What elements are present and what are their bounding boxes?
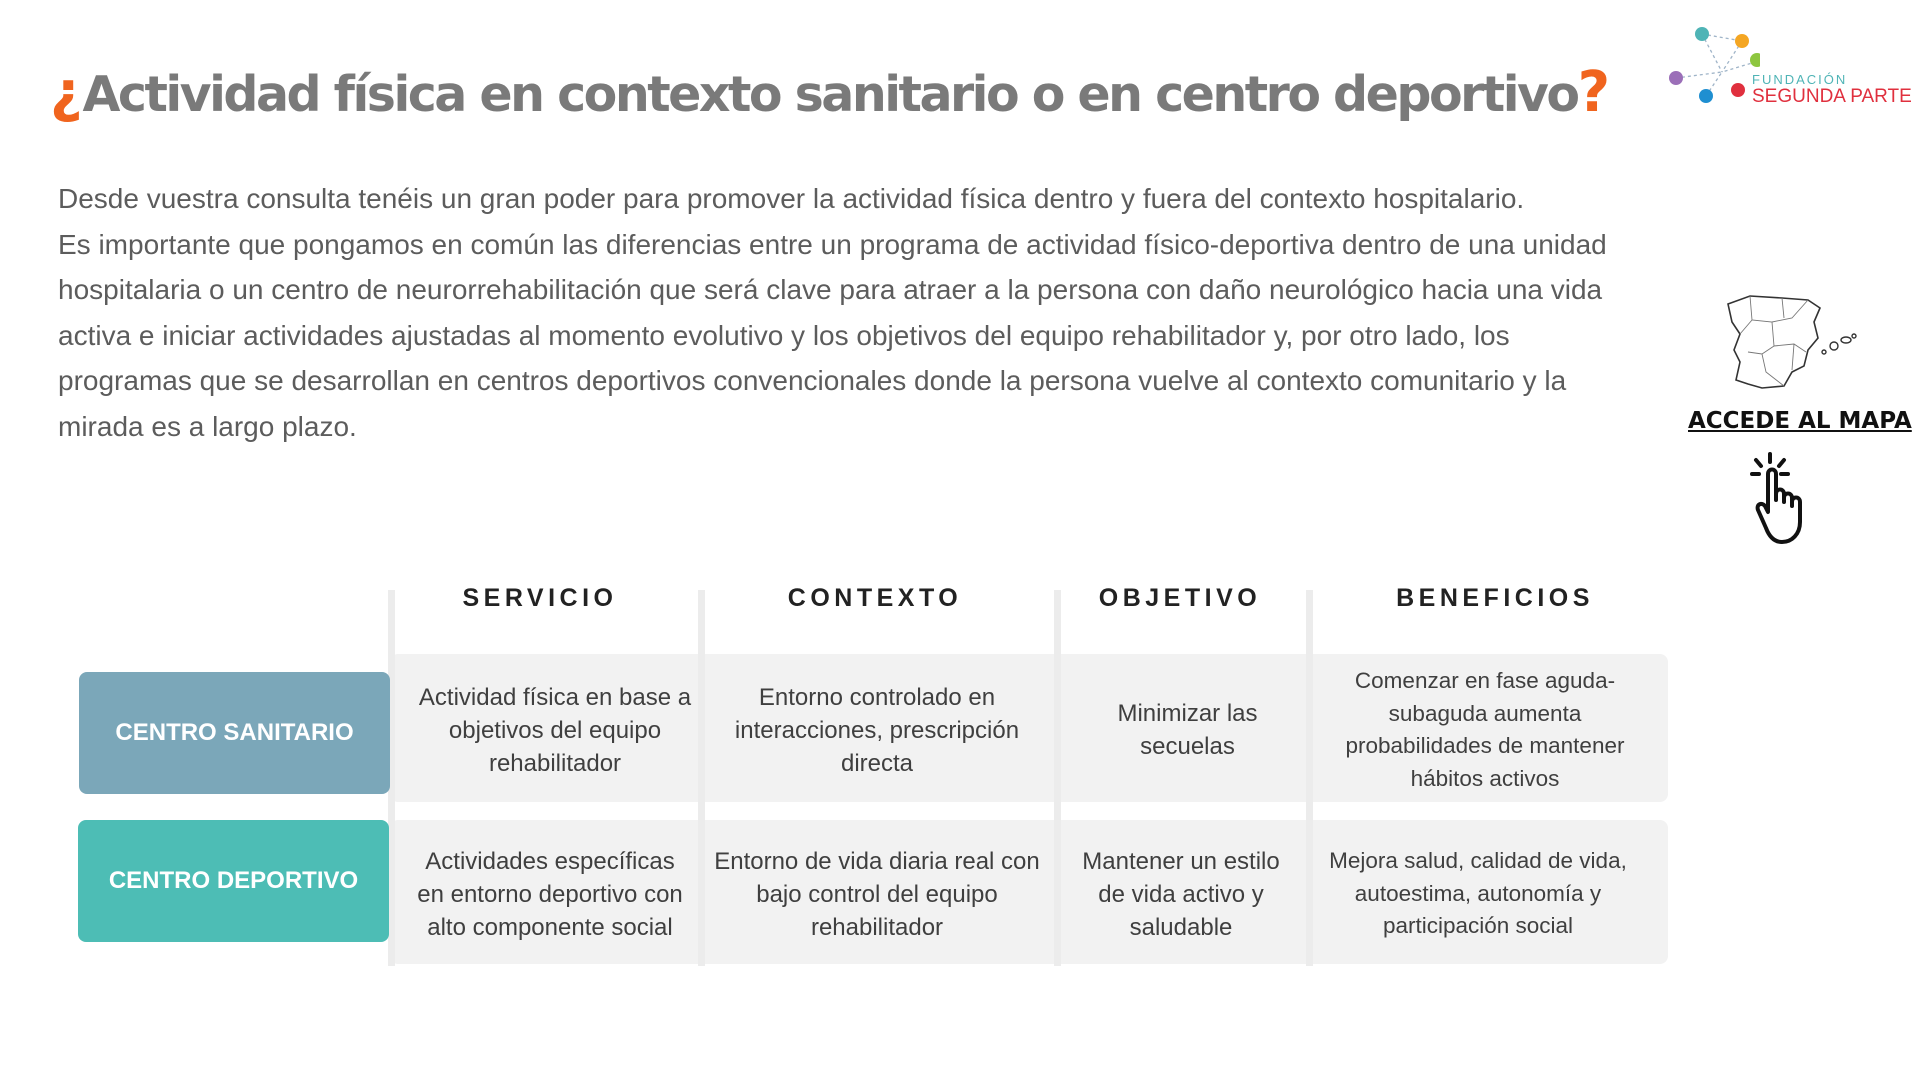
cell-sanitario-beneficios: Comenzar en fase aguda-subaguda aumenta probabilidades de mantener hábitos activos (1345, 668, 1625, 791)
spain-map-icon (1722, 292, 1862, 392)
header-contexto: CONTEXTO (787, 584, 963, 612)
fundacion-segunda-parte-logo (1660, 20, 1910, 120)
title-open-question-mark: ¿ (50, 60, 83, 125)
intro-paragraph-1: Desde vuestra consulta tenéis un gran poder para promover la actividad física dentro y fuera del contexto hospitalario. (58, 183, 1525, 214)
header-objetivo: OBJETIVO (1098, 584, 1262, 612)
logo-text-segunda-parte: SEGUNDA PARTE (1752, 86, 1912, 107)
cell-sanitario-objetivo: Minimizar las secuelas (1117, 700, 1258, 760)
page-title (50, 60, 1610, 125)
column-divider (1054, 590, 1061, 966)
cell-deportivo-servicio: Actividades específicas en entorno deportivo con alto componente social (417, 847, 683, 941)
cell-sanitario-contexto: Entorno controlado en interacciones, prescripción directa (734, 683, 1020, 777)
cell-sanitario-servicio: Actividad física en base a objetivos del equipo rehabilitador (418, 683, 692, 777)
intro-text (58, 176, 1618, 449)
cell-deportivo-contexto: Entorno de vida diaria real con bajo control del equipo rehabilitador (714, 847, 1040, 941)
column-divider (1306, 590, 1313, 966)
logo-text-fundacion: FUNDACIÓN (1752, 72, 1848, 87)
title-close-question-mark: ? (1577, 60, 1611, 125)
header-servicio: SERVICIO (462, 584, 618, 612)
row-label-centro-sanitario: CENTRO SANITARIO (79, 672, 390, 794)
hand-pointer-icon[interactable] (1748, 450, 1814, 546)
title-text: Actividad física en contexto sanitario o en centro deportivo (82, 66, 1578, 123)
row-label-centro-deportivo: CENTRO DEPORTIVO (78, 820, 389, 942)
header-beneficios: BENEFICIOS (1396, 584, 1594, 612)
map-link[interactable]: ACCEDE AL MAPA (1688, 408, 1912, 434)
logo-network-icon (1660, 20, 1760, 110)
intro-paragraph-2: Es importante que pongamos en común las diferencias entre un programa de actividad físico-deportiva dentro de una unidad hospitalaria o un centro de neurorrehabilitación que será clave para atraer a la persona con daño neurológico hacia una vida activa e iniciar actividades ajustadas al momento evolutivo y los objetivos del equipo rehabilitador y, por otro lado, los programas que se desarrollan en centros deportivos convencionales donde la persona vuelve al contexto comunitario y la mirada es a largo plazo. (58, 228, 1607, 442)
cell-deportivo-objetivo: Mantener un estilo de vida activo y saludable (1082, 847, 1280, 941)
cell-deportivo-beneficios: Mejora salud, calidad de vida, autoestima, autonomía y participación social (1329, 848, 1627, 939)
